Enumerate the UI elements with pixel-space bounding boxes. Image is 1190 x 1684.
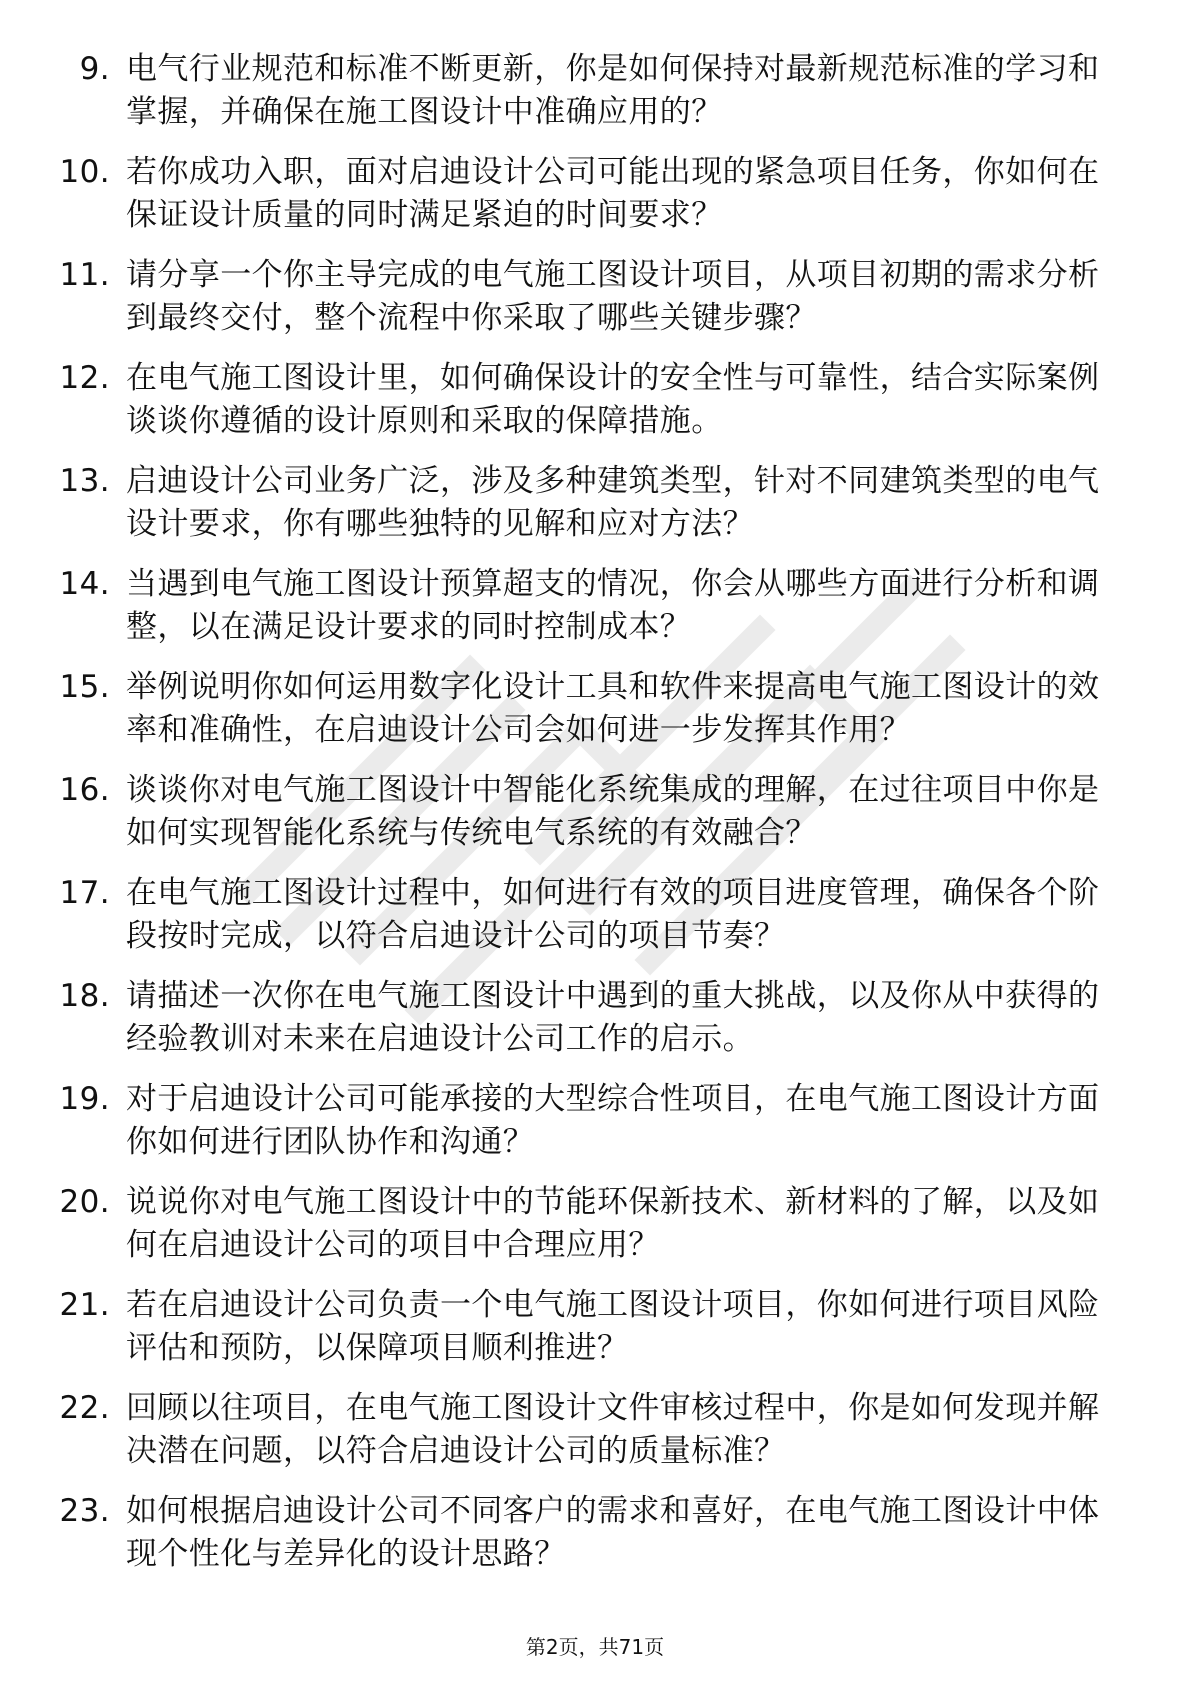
question-item-15 bbox=[56, 666, 1116, 752]
question-text: 电气行业规范和标准不断更新，你是如何保持对最新规范标准的学习和掌握，并确保在施工图设计中准确应用的？ bbox=[126, 51, 1100, 130]
question-text: 说说你对电气施工图设计中的节能环保新技术、新材料的了解，以及如何在启迪设计公司的项目中合理应用？ bbox=[126, 1184, 1100, 1263]
question-number: 14. bbox=[59, 566, 110, 602]
question-text: 举例说明你如何运用数字化设计工具和软件来提高电气施工图设计的效率和准确性，在启迪设计公司会如何进一步发挥其作用？ bbox=[126, 669, 1100, 748]
question-item-12 bbox=[56, 357, 1116, 443]
question-number: 15. bbox=[59, 669, 110, 705]
question-item-17 bbox=[56, 872, 1116, 958]
question-number: 20. bbox=[59, 1184, 110, 1220]
question-item-19 bbox=[56, 1078, 1116, 1164]
question-text: 回顾以往项目，在电气施工图设计文件审核过程中，你是如何发现并解决潜在问题，以符合启迪设计公司的质量标准？ bbox=[126, 1390, 1100, 1469]
question-text: 若你成功入职，面对启迪设计公司可能出现的紧急项目任务，你如何在保证设计质量的同时满足紧迫的时间要求？ bbox=[126, 154, 1100, 233]
question-number: 11. bbox=[59, 257, 110, 293]
question-number: 13. bbox=[59, 463, 110, 499]
question-number: 16. bbox=[59, 772, 110, 808]
question-item-9 bbox=[56, 48, 1116, 134]
question-text: 请描述一次你在电气施工图设计中遇到的重大挑战，以及你从中获得的经验教训对未来在启迪设计公司工作的启示。 bbox=[126, 978, 1100, 1057]
question-text: 谈谈你对电气施工图设计中智能化系统集成的理解，在过往项目中你是如何实现智能化系统与传统电气系统的有效融合？ bbox=[126, 772, 1100, 851]
question-item-21 bbox=[56, 1284, 1116, 1370]
question-number: 21. bbox=[59, 1287, 110, 1323]
question-text: 对于启迪设计公司可能承接的大型综合性项目，在电气施工图设计方面你如何进行团队协作和沟通？ bbox=[126, 1081, 1100, 1160]
question-number: 17. bbox=[59, 875, 110, 911]
question-item-11 bbox=[56, 254, 1116, 340]
question-number: 9. bbox=[79, 51, 110, 87]
question-text: 请分享一个你主导完成的电气施工图设计项目，从项目初期的需求分析到最终交付，整个流程中你采取了哪些关键步骤？ bbox=[126, 257, 1100, 336]
question-text: 当遇到电气施工图设计预算超支的情况，你会从哪些方面进行分析和调整，以在满足设计要求的同时控制成本？ bbox=[126, 566, 1100, 645]
question-item-10 bbox=[56, 151, 1116, 237]
question-number: 10. bbox=[59, 154, 110, 190]
question-item-22 bbox=[56, 1387, 1116, 1473]
question-number: 18. bbox=[59, 978, 110, 1014]
question-item-14 bbox=[56, 563, 1116, 649]
question-text: 在电气施工图设计里，如何确保设计的安全性与可靠性，结合实际案例谈谈你遵循的设计原则和采取的保障措施。 bbox=[126, 360, 1100, 439]
question-text: 如何根据启迪设计公司不同客户的需求和喜好，在电气施工图设计中体现个性化与差异化的设计思路？ bbox=[126, 1493, 1100, 1572]
question-number: 12. bbox=[59, 360, 110, 396]
question-item-18 bbox=[56, 975, 1116, 1061]
question-text: 在电气施工图设计过程中，如何进行有效的项目进度管理，确保各个阶段按时完成，以符合启迪设计公司的项目节奏？ bbox=[126, 875, 1100, 954]
page-footer: 第2页，共71页 bbox=[525, 1635, 665, 1659]
question-text: 启迪设计公司业务广泛，涉及多种建筑类型，针对不同建筑类型的电气设计要求，你有哪些独特的见解和应对方法？ bbox=[126, 463, 1100, 542]
question-list bbox=[56, 48, 1116, 1593]
question-item-20 bbox=[56, 1181, 1116, 1267]
question-item-13 bbox=[56, 460, 1116, 546]
question-text: 若在启迪设计公司负责一个电气施工图设计项目，你如何进行项目风险评估和预防，以保障项目顺利推进？ bbox=[126, 1287, 1100, 1366]
question-number: 22. bbox=[59, 1390, 110, 1426]
question-item-16 bbox=[56, 769, 1116, 855]
question-number: 19. bbox=[59, 1081, 110, 1117]
question-number: 23. bbox=[59, 1493, 110, 1529]
question-item-23 bbox=[56, 1490, 1116, 1576]
